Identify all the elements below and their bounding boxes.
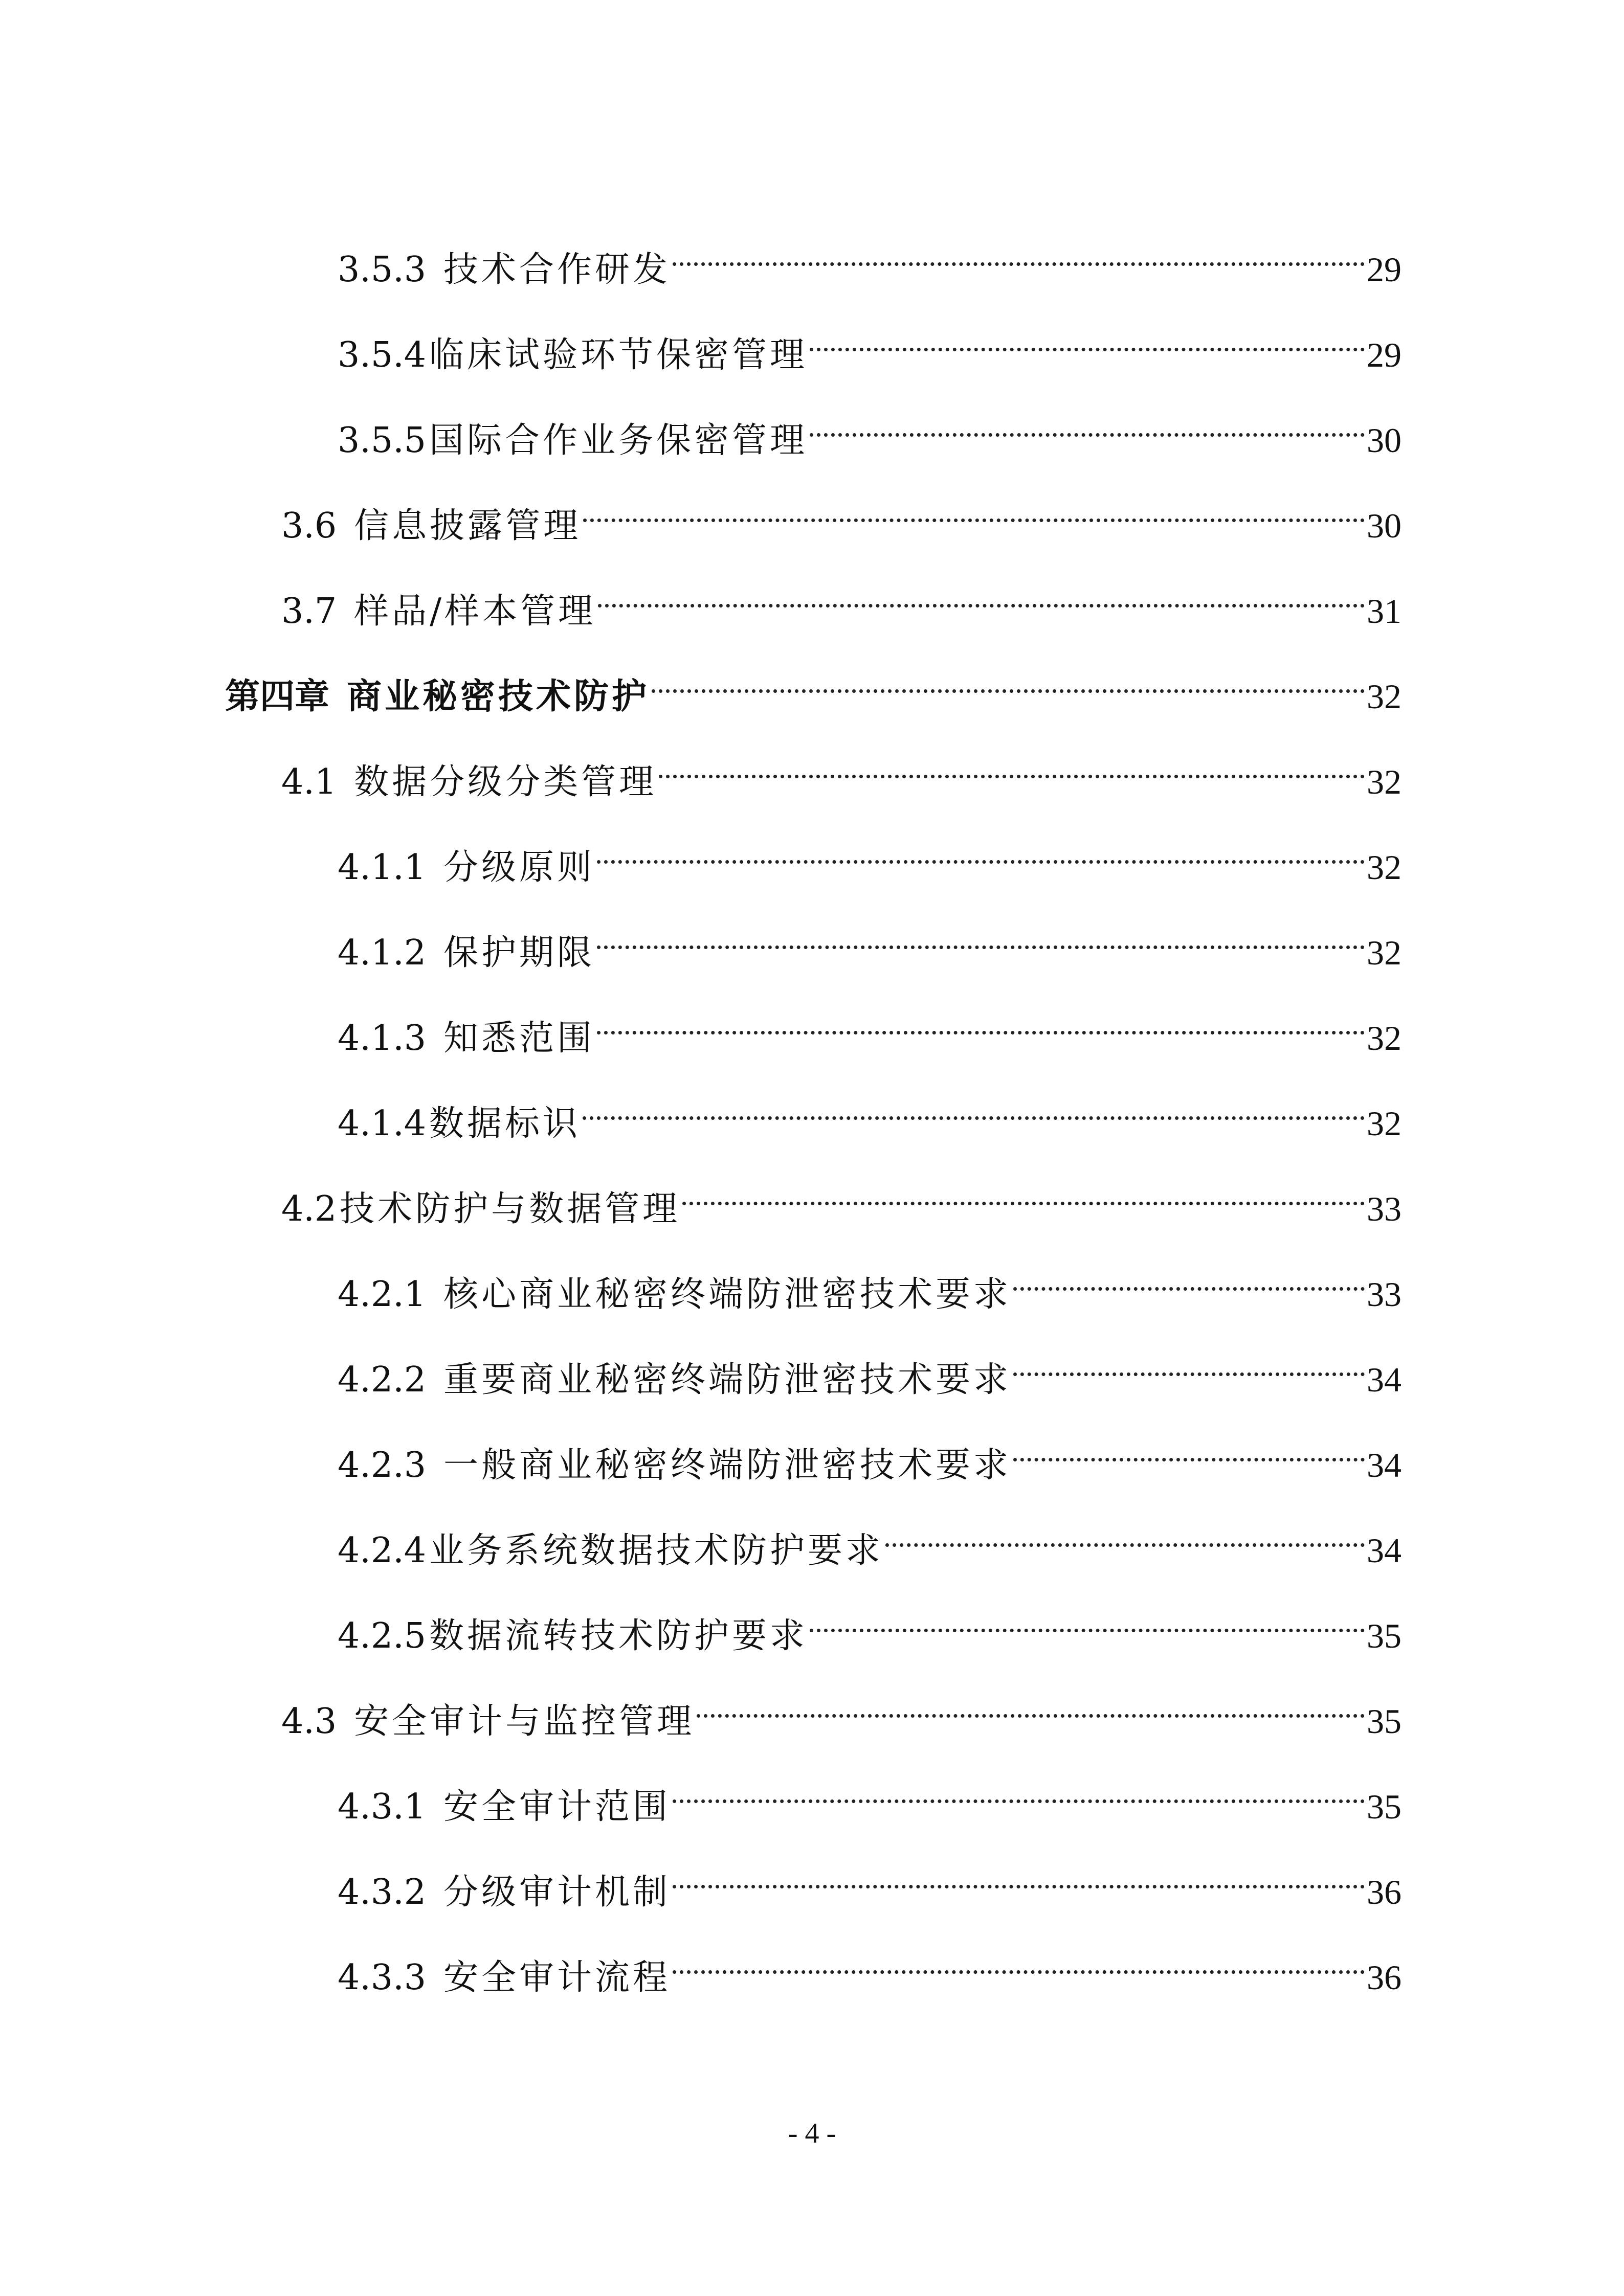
toc-entry-title: 数据分级分类管理 [354,762,657,802]
toc-entry[interactable] [338,1421,1401,1485]
toc-entry-page: 35 [1367,1702,1401,1741]
toc-entry[interactable] [338,1506,1401,1571]
toc-entry[interactable] [338,994,1401,1059]
dot-leader [697,1677,1365,1733]
dot-leader [810,1591,1365,1648]
toc-entry-number: 4.1.3 [338,1018,427,1059]
toc-entry-title: 国际合作业务保密管理 [429,420,808,461]
toc-entry-title: 安全审计范围 [443,1787,671,1827]
dot-leader [597,908,1365,964]
toc-entry-number: 第四章 [225,677,330,717]
toc-entry-number: 4.1.4 [338,1104,427,1144]
toc-entry-title: 技术合作研发 [443,250,671,290]
dot-leader [682,1164,1365,1221]
toc-entry-page: 35 [1367,1616,1401,1655]
toc-entry-title: 临床试验环节保密管理 [429,335,808,375]
dot-leader [597,823,1365,879]
toc-entry[interactable] [338,1848,1401,1912]
dot-leader [673,1933,1365,1989]
toc-entry-number: 4.1.1 [338,847,427,888]
toc-entry[interactable] [338,1591,1401,1656]
toc-entry-title: 分级审计机制 [443,1872,671,1912]
toc-entry-page: 32 [1367,762,1401,801]
toc-entry-number: 4.3.1 [338,1787,427,1827]
toc-entry-page: 31 [1367,592,1401,631]
dot-leader [673,1848,1365,1904]
toc-entry-title: 安全审计流程 [443,1957,671,1998]
toc-entry-number: 4.2.4 [338,1530,427,1571]
dot-leader [1013,1421,1365,1477]
toc-entry[interactable] [338,310,1401,375]
toc-entry-page: 32 [1367,1104,1401,1143]
toc-entry-number: 3.5.5 [338,420,427,461]
toc-entry-number: 4.2.5 [338,1616,427,1656]
toc-entry-page: 32 [1367,1019,1401,1057]
toc-entry-page: 35 [1367,1787,1401,1826]
toc-entry[interactable] [225,652,1401,717]
toc-entry-page: 36 [1367,1958,1401,1997]
toc-entry-number: 3.6 [281,506,337,546]
dot-leader [598,567,1365,623]
toc-entry-page: 33 [1367,1275,1401,1314]
toc-entry-number: 3.5.3 [338,250,427,290]
dot-leader [1013,1250,1365,1306]
toc-entry-page: 29 [1367,250,1401,289]
toc-entry-page: 36 [1367,1873,1401,1911]
toc-entry-number: 4.2.1 [338,1274,427,1315]
toc-entry[interactable] [338,396,1401,461]
dot-leader [597,994,1365,1050]
toc-entry-title: 技术防护与数据管理 [340,1189,681,1229]
toc-entry-number: 4.1 [281,762,337,802]
toc-entry-title: 样品/样本管理 [354,591,596,632]
toc-entry[interactable] [338,823,1401,888]
toc-entry-title: 保护期限 [443,933,595,973]
toc-entry-page: 29 [1367,335,1401,374]
toc-entry-title: 知悉范围 [443,1018,595,1059]
toc-entry-title: 信息披露管理 [354,506,582,546]
toc-entry[interactable] [338,1933,1401,1998]
toc-entry[interactable] [338,225,1401,290]
toc-entry[interactable] [338,1335,1401,1400]
toc-entry-number: 4.2 [281,1189,337,1229]
toc-entry-title: 业务系统数据技术防护要求 [429,1530,884,1571]
toc-entry-title: 重要商业秘密终端防泄密技术要求 [443,1360,1012,1400]
toc-entry-title: 商业秘密技术防护 [347,677,650,717]
dot-leader [810,396,1365,452]
toc-entry-title: 核心商业秘密终端防泄密技术要求 [443,1274,1012,1315]
dot-leader [583,1079,1365,1135]
toc-entry[interactable] [338,1762,1401,1827]
page-number: - 4 - [788,2118,836,2149]
toc-entry-number: 4.1.2 [338,933,427,973]
toc-entry-page: 34 [1367,1446,1401,1484]
dot-leader [673,225,1365,281]
toc-entry-number: 4.3 [281,1701,337,1742]
toc-entry-page: 34 [1367,1531,1401,1570]
toc-entry-number: 3.5.4 [338,335,427,375]
dot-leader [1013,1335,1365,1391]
toc-entry-title: 数据流转技术防护要求 [429,1616,808,1656]
toc-entry-page: 32 [1367,848,1401,887]
toc-entry-title: 分级原则 [443,847,595,888]
dot-leader [659,737,1365,794]
toc-entry-page: 33 [1367,1189,1401,1228]
dot-leader [673,1762,1365,1818]
toc-entry-page: 30 [1367,421,1401,460]
toc-entry-page: 34 [1367,1360,1401,1399]
toc-entry[interactable] [281,737,1401,802]
toc-entry-page: 32 [1367,933,1401,972]
toc-entry-title: 安全审计与监控管理 [354,1701,695,1742]
toc-entry[interactable] [338,1250,1401,1315]
toc-entry[interactable] [281,481,1401,546]
dot-leader [810,310,1365,367]
toc-entry-number: 3.7 [281,591,337,632]
toc-entry-number: 4.2.3 [338,1445,427,1485]
toc-entry[interactable] [338,1079,1401,1144]
toc-entry-title: 数据标识 [429,1104,581,1144]
toc-entry-title: 一般商业秘密终端防泄密技术要求 [443,1445,1012,1485]
dot-leader [885,1506,1365,1562]
toc-entry[interactable] [281,567,1401,632]
toc-entry-number: 4.3.3 [338,1957,427,1998]
toc-entry-page: 30 [1367,506,1401,545]
toc-entry-page: 32 [1367,677,1401,716]
dot-leader [652,652,1365,708]
toc-entry-number: 4.3.2 [338,1872,427,1912]
dot-leader [583,481,1365,537]
toc-entry[interactable] [338,908,1401,973]
toc-entry-number: 4.2.2 [338,1360,427,1400]
toc-entry[interactable] [281,1677,1401,1742]
toc-entry[interactable] [281,1164,1401,1229]
